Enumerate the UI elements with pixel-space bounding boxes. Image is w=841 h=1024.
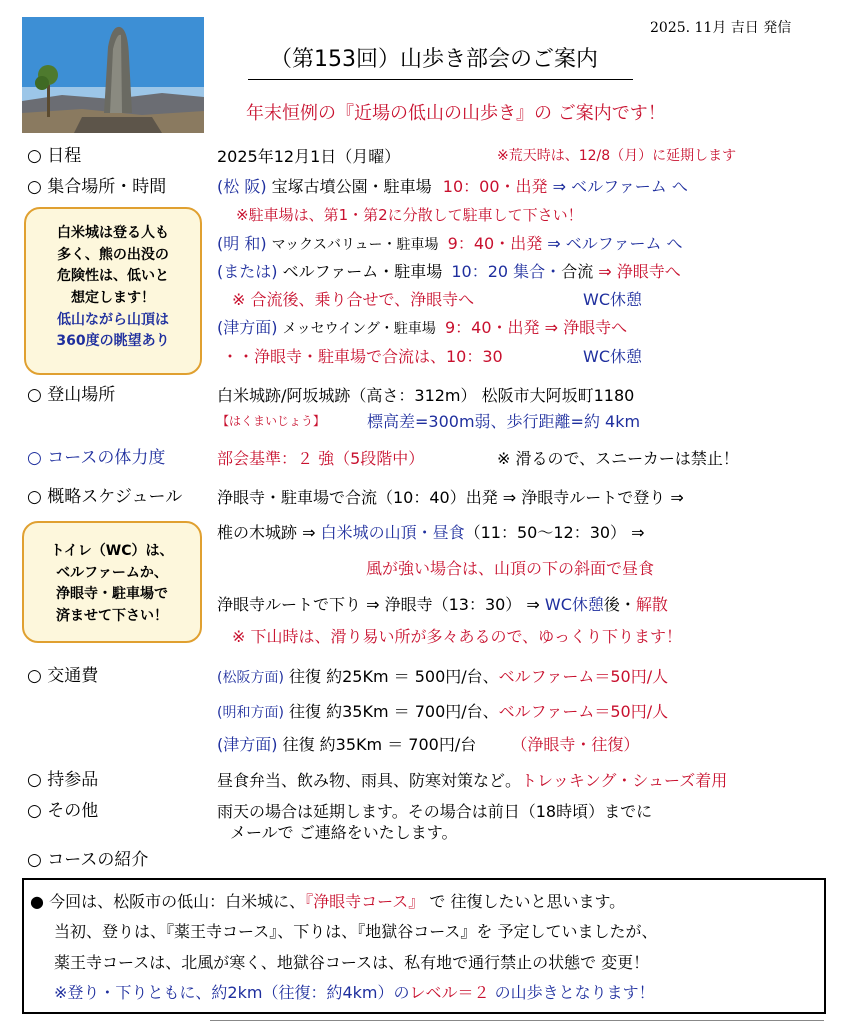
itinerary-line-2a: 椎の木城跡 ⇒ bbox=[217, 523, 316, 542]
bear-info-line: 想定します！ bbox=[71, 290, 155, 307]
toilet-info-box bbox=[22, 521, 202, 643]
page-subtitle: 年末恒例の『近場の低山の山歩き』の ご案内です！ bbox=[246, 103, 666, 124]
meiwa-time: 9：40・出発 bbox=[447, 234, 543, 253]
transport-tag: (津方面) bbox=[217, 735, 278, 754]
intro-course: 『浄眼寺コース』 bbox=[305, 892, 425, 911]
tsu-tag: (津方面) bbox=[217, 318, 278, 337]
transport-row-1 bbox=[217, 667, 668, 687]
toilet-info-line: トイレ（WC）は、 bbox=[50, 543, 174, 559]
bear-info-box bbox=[24, 207, 202, 375]
monument-illustration bbox=[22, 17, 204, 133]
transport-row-2 bbox=[217, 702, 668, 722]
tsu-place: メッセウイング・駐車場 bbox=[282, 321, 436, 337]
matsusaka-time: 10：00・出発 bbox=[442, 177, 548, 196]
intro-line-2: 当初、登りは、『薬王寺コース』、下りは、『地獄谷コース』を 予定していましたが、 bbox=[54, 922, 658, 941]
items-label: ○ 持参品 bbox=[27, 770, 99, 790]
transport-tag: (明和方面) bbox=[217, 705, 284, 721]
trailhead-value: 白米城跡/阿坂城跡（高さ：312m） 松阪市大阿坂町1180 bbox=[217, 386, 635, 405]
meeting-label: ○ 集合場所・時間 bbox=[27, 177, 167, 197]
bullet-icon: ● bbox=[30, 892, 44, 911]
view-info-line: 360度の眺望あり bbox=[56, 333, 170, 350]
intro-line-1c: で 往復したいと思います。 bbox=[429, 892, 626, 911]
itinerary-summit: 白米城の山頂・昼食 bbox=[320, 523, 465, 542]
toilet-info-line: ベルファームか、 bbox=[56, 564, 168, 581]
intro-line-4a: ※登り・下りともに、約2km（往復：約4km）の bbox=[54, 983, 410, 1002]
schedule-label: ○ 日程 bbox=[27, 146, 82, 166]
items-value bbox=[217, 771, 727, 790]
itinerary-line-4 bbox=[217, 595, 668, 614]
other-line-2: メールで ご連絡をいたします。 bbox=[230, 823, 458, 842]
fitness-level: 部会基準：２ 強（5段階中） bbox=[217, 449, 425, 468]
trailhead-detail: 標高差=300m弱、歩行距離=約 4km bbox=[367, 412, 641, 431]
transport-label: ○ 交通費 bbox=[27, 666, 99, 686]
title-underline bbox=[248, 79, 633, 80]
itinerary-line-4c: 後・ bbox=[603, 595, 636, 614]
course-intro-box bbox=[22, 878, 826, 1014]
itinerary-line-2 bbox=[217, 523, 645, 542]
tsu-note: ・・浄眼寺・駐車場で合流は、10：30 bbox=[222, 347, 503, 366]
other-label: ○ その他 bbox=[27, 801, 99, 821]
transport-text: 往復 約35Km ＝ 700円/台、 bbox=[289, 702, 499, 721]
page-title: （第153回）山歩き部会のご案内 bbox=[270, 47, 598, 72]
bear-info-line: 多く、熊の出没の bbox=[57, 246, 169, 263]
itinerary-line-1: 浄眼寺・駐車場で合流（10：40）出発 ⇒ 浄眼寺ルートで登り ⇒ bbox=[217, 488, 684, 507]
itinerary-line-4a: 浄眼寺ルートで下り ⇒ 浄眼寺（13：30） ⇒ bbox=[217, 595, 540, 614]
transport-tag: (松阪方面) bbox=[217, 670, 284, 686]
meiwa-dest: ⇒ ベルファーム へ bbox=[547, 234, 683, 253]
trailhead-label: ○ 登山場所 bbox=[27, 385, 116, 405]
tsu-dest: ⇒ 浄眼寺へ bbox=[544, 318, 628, 337]
fitness-label: ○ コースの体力度 bbox=[27, 448, 166, 468]
items-list: 昼食弁当、飲み物、雨具、防寒対策など。 bbox=[217, 771, 522, 790]
bear-info-line: 白米城は登る人も bbox=[57, 225, 169, 241]
transport-row-3 bbox=[217, 735, 639, 754]
matsusaka-dest: ⇒ ベルファーム へ bbox=[552, 177, 688, 196]
other-line-1: 雨天の場合は延期します。その場合は前日（18時頃）までに bbox=[217, 802, 653, 821]
meeting-or bbox=[217, 262, 681, 281]
fitness-note: ※ 滑るので、スニーカーは禁止！ bbox=[497, 449, 739, 468]
meiwa-place: マックスバリュー・駐車場 bbox=[271, 237, 439, 253]
bottom-divider bbox=[210, 1020, 824, 1021]
itinerary-line-2c: （11：50～12：30） ⇒ bbox=[464, 523, 645, 542]
transport-extra: ベルファーム＝50円/人 bbox=[498, 667, 669, 686]
matsusaka-place: 宝塚古墳公園・駐車場 bbox=[271, 177, 432, 196]
itinerary-label: ○ 概略スケジュール bbox=[27, 487, 183, 507]
course-label: ○ コースの紹介 bbox=[27, 850, 149, 870]
transport-text: 往復 約25Km ＝ 500円/台、 bbox=[289, 667, 499, 686]
or-place: ベルファーム・駐車場 bbox=[282, 262, 443, 281]
intro-line-1 bbox=[30, 892, 625, 911]
intro-level: レベル＝２ bbox=[409, 983, 490, 1002]
toilet-info-line: 済ませて下さい！ bbox=[56, 608, 168, 625]
meiwa-tag: (明 和) bbox=[217, 234, 267, 253]
intro-line-3: 薬王寺コースは、北風が寒く、地獄谷コースは、私有地で通行禁止の状態で 変更！ bbox=[54, 953, 650, 972]
tsu-time: 9：40・出発 bbox=[445, 318, 540, 337]
or-mid: 合流 bbox=[561, 262, 594, 281]
meeting-matsusaka bbox=[217, 177, 688, 196]
tsu-wc: WC休憩 bbox=[583, 347, 642, 366]
or-tag: (または) bbox=[217, 262, 278, 281]
issue-date: 2025. 11月 吉日 発信 bbox=[650, 20, 792, 36]
itinerary-dismiss: 解散 bbox=[635, 595, 668, 614]
merge-wc: WC休憩 bbox=[583, 290, 642, 309]
or-time: 10：20 集合・ bbox=[451, 262, 562, 281]
schedule-value: 2025年12月1日（月曜） bbox=[217, 147, 401, 166]
merge-note: ※ 合流後、乗り合せで、浄眼寺へ bbox=[232, 290, 475, 309]
toilet-info-line: 浄眼寺・駐車場で bbox=[56, 586, 168, 603]
items-highlight: トレッキング・シューズ着用 bbox=[521, 771, 728, 790]
transport-extra: ベルファーム＝50円/人 bbox=[498, 702, 669, 721]
intro-line-1a: 今回は、松阪市の低山：白米城に、 bbox=[49, 892, 306, 911]
itinerary-line-3: 風が強い場合は、山頂の下の斜面で昼食 bbox=[366, 559, 655, 578]
transport-text: 往復 約35Km ＝ 700円/台 bbox=[282, 735, 477, 754]
matsusaka-tag: (松 阪) bbox=[217, 177, 267, 196]
itinerary-line-5: ※ 下山時は、滑り易い所が多々あるので、ゆっくり下ります！ bbox=[232, 627, 683, 646]
view-info-line: 低山ながら山頂は bbox=[57, 311, 169, 328]
parking-note: ※駐車場は、第1・第2に分散して駐車して下さい！ bbox=[236, 206, 583, 224]
intro-line-4 bbox=[54, 983, 655, 1002]
or-dest: ⇒ 浄眼寺へ bbox=[598, 262, 681, 281]
header-photo bbox=[22, 17, 204, 133]
schedule-note: ※荒天時は、12/8（月）に延期します bbox=[497, 148, 737, 164]
intro-line-4c: の山歩きとなります！ bbox=[489, 983, 655, 1002]
meeting-tsu bbox=[217, 318, 627, 338]
trailhead-reading: 【はくまいじょう】 bbox=[217, 414, 326, 428]
meeting-meiwa bbox=[217, 234, 683, 254]
bear-info-line: 危険性は、低いと bbox=[57, 268, 169, 285]
itinerary-wc: WC休憩 bbox=[544, 595, 604, 614]
transport-extra: （浄眼寺・往復） bbox=[511, 735, 640, 754]
